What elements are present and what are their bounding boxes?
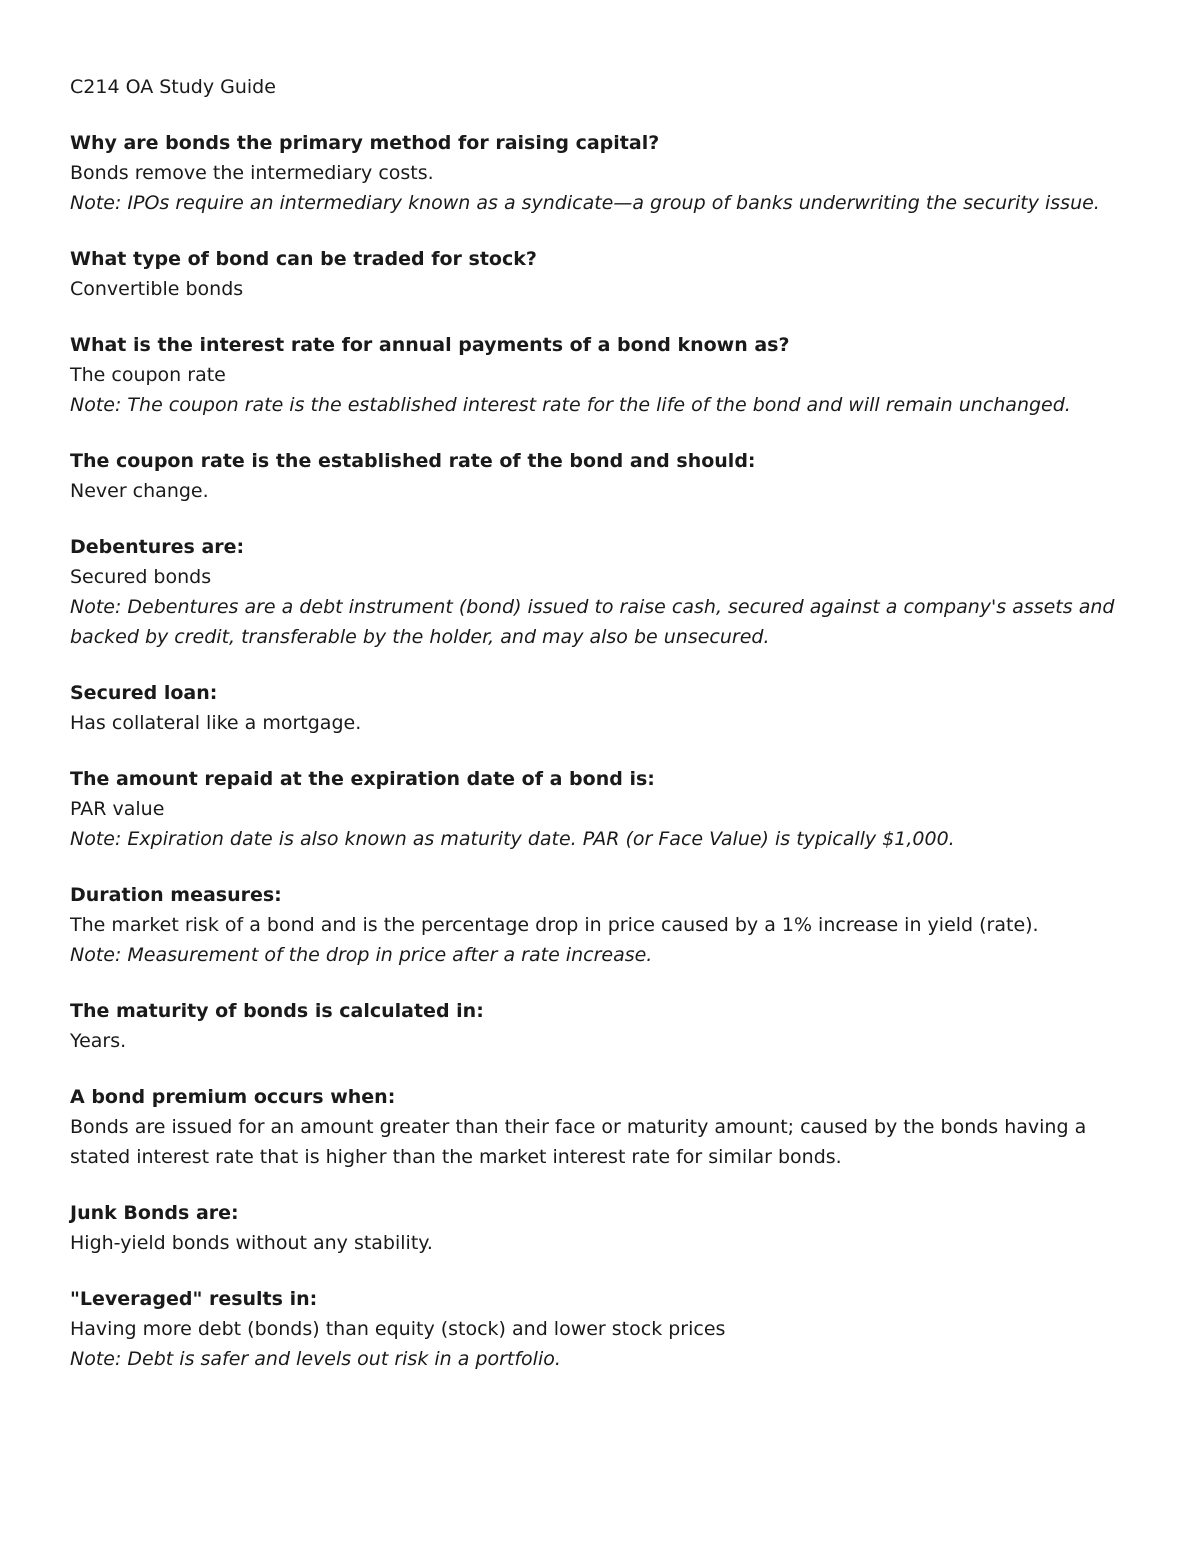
answer-text: Bonds remove the intermediary costs. bbox=[70, 162, 434, 184]
note-text: Note: Measurement of the drop in price after a rate increase. bbox=[70, 944, 653, 966]
answer-text: Bonds are issued for an amount greater than their face or maturity amount; caused by the bonds having a stated interest rate that is higher than the market interest rate for similar bonds. bbox=[70, 1116, 1087, 1168]
qa-item bbox=[70, 533, 1140, 652]
question-text: Duration measures: bbox=[70, 884, 282, 906]
answer-text: Convertible bonds bbox=[70, 278, 244, 300]
answer-text: The coupon rate bbox=[70, 364, 226, 386]
qa-item bbox=[70, 1083, 1140, 1172]
qa-item bbox=[70, 765, 1140, 854]
answer-text: Never change. bbox=[70, 480, 209, 502]
question-text: What is the interest rate for annual payments of a bond known as? bbox=[70, 334, 790, 356]
answer-text: Has collateral like a mortgage. bbox=[70, 712, 362, 734]
qa-item bbox=[70, 679, 1140, 738]
answer-text: PAR value bbox=[70, 798, 165, 820]
qa-item bbox=[70, 997, 1140, 1056]
note-text: Note: The coupon rate is the established interest rate for the life of the bond and will remain unchanged. bbox=[70, 394, 1071, 416]
note-text: Note: Debt is safer and levels out risk in a portfolio. bbox=[70, 1348, 561, 1370]
question-text: The amount repaid at the expiration date of a bond is: bbox=[70, 768, 655, 790]
question-text: Debentures are: bbox=[70, 536, 245, 558]
question-text: The maturity of bonds is calculated in: bbox=[70, 1000, 484, 1022]
note-text: Note: Debentures are a debt instrument (bond) issued to raise cash, secured against a company's assets and backed by credit, transferable by the holder, and may also be unsecured. bbox=[70, 596, 1115, 648]
note-text: Note: IPOs require an intermediary known as a syndicate—a group of banks underwriting the security issue. bbox=[70, 192, 1100, 214]
answer-text: High-yield bonds without any stability. bbox=[70, 1232, 433, 1254]
qa-item bbox=[70, 447, 1140, 506]
answer-text: Years. bbox=[70, 1030, 127, 1052]
question-text: The coupon rate is the established rate of the bond and should: bbox=[70, 450, 756, 472]
qa-item bbox=[70, 881, 1140, 970]
answer-text: Secured bonds bbox=[70, 566, 212, 588]
document-title: C214 OA Study Guide bbox=[70, 76, 276, 98]
question-text: A bond premium occurs when: bbox=[70, 1086, 396, 1108]
question-text: What type of bond can be traded for stock? bbox=[70, 248, 537, 270]
question-text: Junk Bonds are: bbox=[70, 1202, 239, 1224]
question-text: "Leveraged" results in: bbox=[70, 1288, 318, 1310]
qa-item bbox=[70, 331, 1140, 420]
qa-item bbox=[70, 129, 1140, 218]
question-text: Secured loan: bbox=[70, 682, 218, 704]
qa-item bbox=[70, 1285, 1140, 1374]
question-text: Why are bonds the primary method for raising capital? bbox=[70, 132, 660, 154]
note-text: Note: Expiration date is also known as maturity date. PAR (or Face Value) is typically $1,000. bbox=[70, 828, 955, 850]
document-page bbox=[70, 72, 1140, 1401]
qa-item bbox=[70, 245, 1140, 304]
answer-text: Having more debt (bonds) than equity (stock) and lower stock prices bbox=[70, 1318, 726, 1340]
qa-item bbox=[70, 1199, 1140, 1258]
answer-text: The market risk of a bond and is the percentage drop in price caused by a 1% increase in yield (rate). bbox=[70, 914, 1039, 936]
